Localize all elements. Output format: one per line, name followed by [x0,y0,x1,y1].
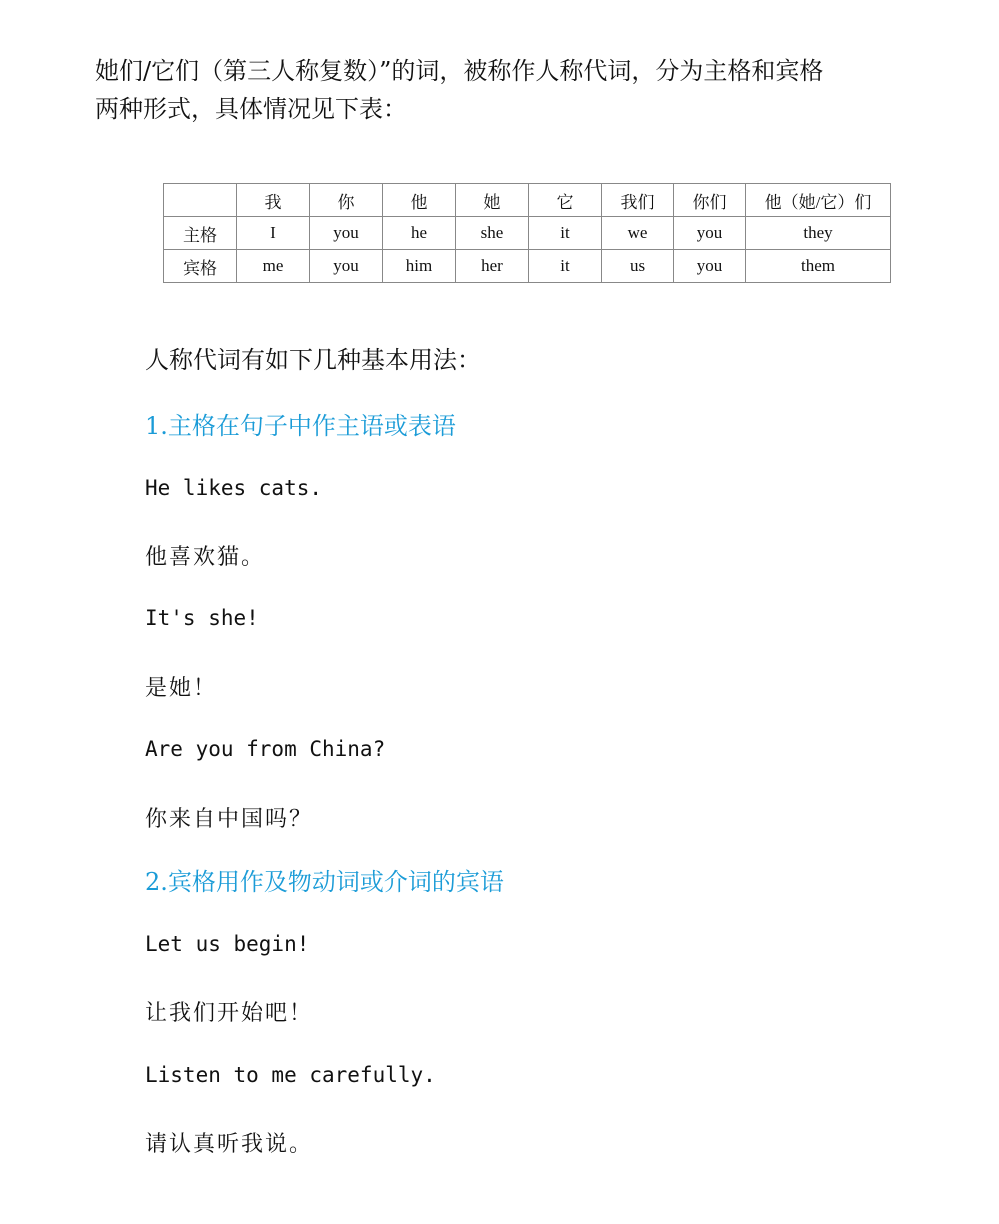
table-cell: 主格 [164,217,237,250]
table-cell: you [310,250,383,283]
table-row-nominative [164,217,891,250]
table-cell: them [746,250,891,283]
pronoun-table [163,183,891,283]
example-en: Are you from China? [145,737,386,761]
example-zh: 你来自中国吗？ [145,807,314,832]
intro-paragraph [95,52,905,128]
table-header-cell: 我 [237,184,310,217]
table-cell: her [456,250,529,283]
table-cell: we [602,217,674,250]
intro-line-2: 两种形式，具体情况见下表： [95,95,407,123]
table-header-row [164,184,891,217]
table-header-cell: 他 [383,184,456,217]
table-cell: me [237,250,310,283]
table-cell: he [383,217,456,250]
table-cell: us [602,250,674,283]
table-cell: you [674,250,746,283]
table-header-cell: 你 [310,184,383,217]
example-zh: 请认真听我说。 [145,1132,314,1157]
example-zh: 他喜欢猫。 [145,545,266,570]
table-cell: it [529,217,602,250]
table-cell: 宾格 [164,250,237,283]
example-en: Let us begin! [145,932,310,956]
table-row-objective [164,250,891,283]
table-cell: you [310,217,383,250]
table-cell: it [529,250,602,283]
example-en: Listen to me carefully. [145,1063,436,1087]
table-cell: she [456,217,529,250]
table-header-cell [164,184,237,217]
example-zh: 是她！ [145,676,218,701]
table-header-cell: 我们 [602,184,674,217]
table-header-cell: 它 [529,184,602,217]
intro-line-1: 她们/它们（第三人称复数）”的词，被称作人称代词，分为主格和宾格 [95,57,824,85]
table-header-cell: 你们 [674,184,746,217]
section-heading-2: 2.宾格用作及物动词或介词的宾语 [145,868,504,896]
example-zh: 让我们开始吧！ [145,1001,314,1026]
table-cell: they [746,217,891,250]
table-header-cell: 他（她/它）们 [746,184,891,217]
section-heading-1: 1.主格在句子中作主语或表语 [145,412,456,440]
usage-intro: 人称代词有如下几种基本用法： [145,346,481,374]
example-en: It's she! [145,606,259,630]
table-header-cell: 她 [456,184,529,217]
table-cell: I [237,217,310,250]
table-cell: him [383,250,456,283]
table-cell: you [674,217,746,250]
example-en: He likes cats. [145,476,323,500]
